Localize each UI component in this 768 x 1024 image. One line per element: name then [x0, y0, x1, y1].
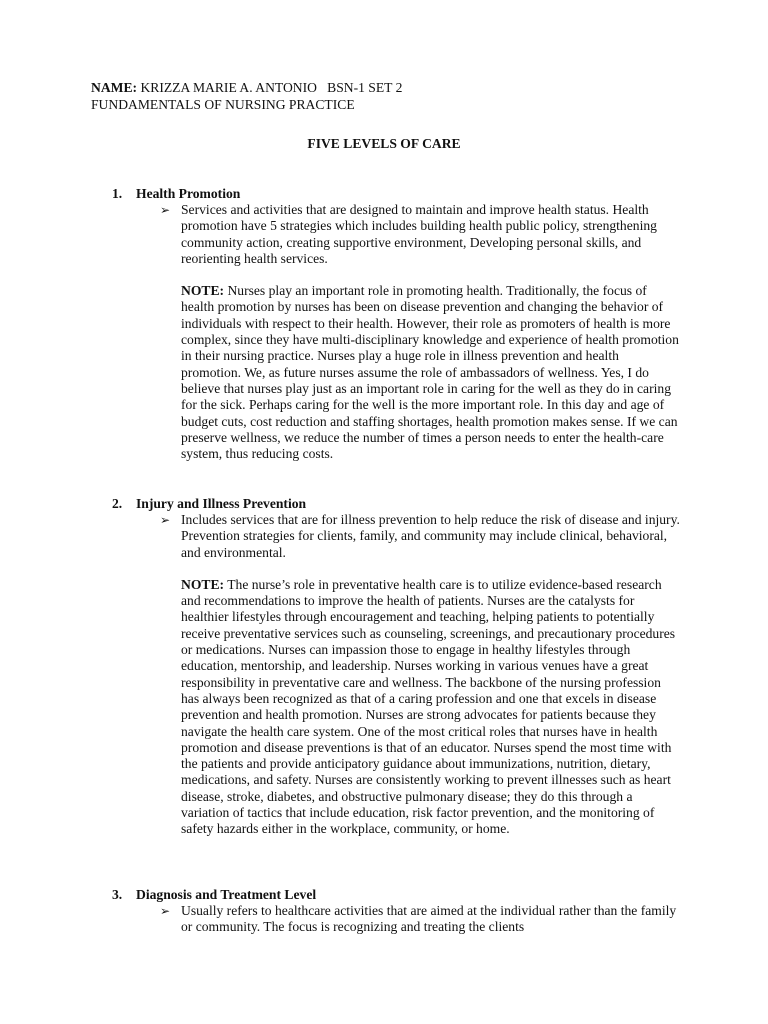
section-heading	[112, 886, 681, 903]
section-number: 3.	[112, 887, 123, 902]
bullet-text: Services and activities that are designed to maintain and improve health status. Health promotion have 5 strategies which includes building health public policy, strengthening community action, creating supportive environment, Developing personal skills, and reorienting health services.	[181, 202, 657, 266]
section-title: Injury and Illness Prevention	[136, 496, 307, 511]
document-header	[91, 79, 402, 113]
arrow-bullet-icon: ➢	[160, 904, 171, 918]
student-name-line	[91, 79, 402, 96]
note-text: The nurse’s role in preventative health care is to utilize evidence-based research and recommendations to improve the health of patients. Nurses are the catalysts for healthier lifestyles through encouragement and teaching, helping patients to potentially receive preventative services such as counseling, screenings, and precautionary procedures or medications. Nurses can impassion those to engage in healthy lifestyles through education, mentorship, and leadership. Nurses working in various venues have a great responsibility in preventative care and wellness. The backbone of the nursing profession has always been recognized as that of a caring profession and one that excels in disease prevention and health promotion. Nurses are strong advocates for patients because they navigate the health care system. One of the most critical roles that nurses have in health promotion and disease preventions is that of an educator. Nurses spend the most time with the patients and provide anticipatory guidance about immunizations, nutrition, dietary, medications, and safety. Nurses are consistently working to prevent illnesses such as heart disease, stroke, diabetes, and obstructive pulmonary disease; they do this through a variation of tactics that include education, risk factor prevention, and the monitoring of safety hazards either in the workplace, community, or home.	[181, 576, 676, 837]
bullet-item	[112, 202, 681, 267]
bullet-item	[112, 903, 681, 936]
bullet-text: Includes services that are for illness prevention to help reduce the risk of disease and injury. Prevention strategies for clients, family, and community may include clinical, behavioral, and environmental.	[181, 512, 680, 560]
note-paragraph	[181, 283, 681, 462]
section-title: Diagnosis and Treatment Level	[136, 887, 317, 902]
note-text: Nurses play an important role in promoting health. Traditionally, the focus of health promotion by nurses has been on disease prevention and changing the behavior of individuals with respect to their health. However, their role as promoters of health is more complex, since they have multi-disciplinary knowledge and experience of health promotion in their nursing practice. Nurses play a huge role in illness prevention and health promotion. We, as future nurses assume the role of ambassadors of wellness. Yes, I do believe that nurses play just as an important role in caring for the well as they do in caring for the sick. Perhaps caring for the well is the more important role. In this day and age of budget cuts, cost reduction and staffing shortages, health promotion makes sense. If we can preserve wellness, we reduce the number of times a person needs to enter the health-care system, thus reducing costs.	[181, 283, 679, 462]
section-diagnosis-treatment	[112, 886, 681, 936]
note-label: NOTE:	[181, 576, 225, 592]
note-label: NOTE:	[181, 283, 225, 299]
section-number: 1.	[112, 186, 123, 201]
section-title: Health Promotion	[136, 186, 241, 201]
course-line: FUNDAMENTALS OF NURSING PRACTICE	[91, 97, 355, 112]
name-label: NAME:	[91, 80, 138, 95]
arrow-bullet-icon: ➢	[160, 513, 171, 527]
bullet-text: Usually refers to healthcare activities that are aimed at the individual rather than the family or community. The focus is recognizing and treating the clients	[181, 903, 677, 935]
bullet-item	[112, 512, 681, 561]
section-number: 2.	[112, 496, 123, 511]
section-heading	[112, 185, 681, 202]
document-title: FIVE LEVELS OF CARE	[307, 136, 461, 151]
section-injury-illness-prevention	[112, 495, 681, 838]
arrow-bullet-icon: ➢	[160, 203, 171, 217]
section-health-promotion	[112, 185, 681, 462]
note-paragraph	[181, 577, 681, 838]
section-heading	[112, 495, 681, 512]
name-value: KRIZZA MARIE A. ANTONIO BSN-1 SET 2	[137, 80, 403, 95]
